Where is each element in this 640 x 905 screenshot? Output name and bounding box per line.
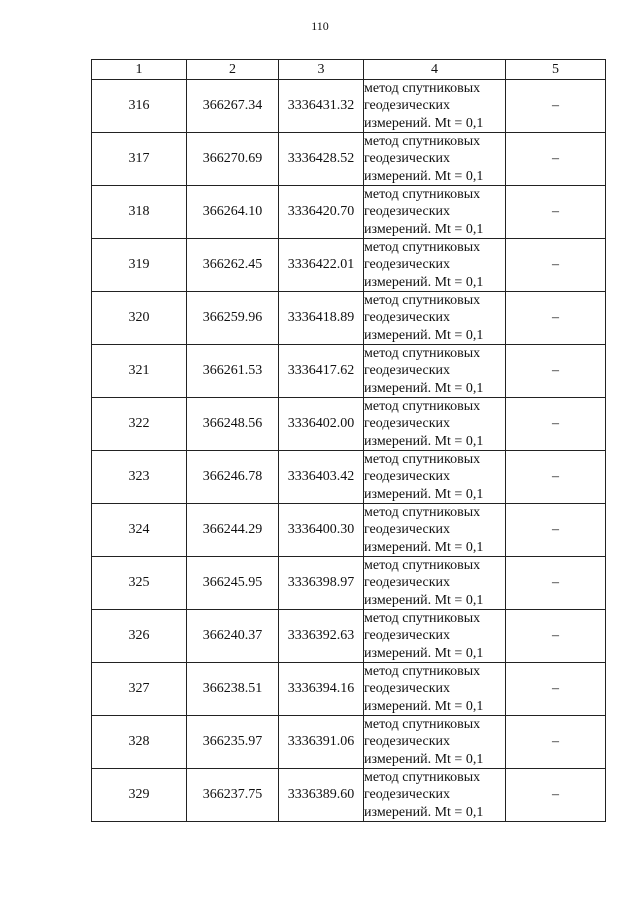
y-coordinate-cell: 3336391.06: [279, 716, 364, 769]
x-coordinate-cell: 366238.51: [187, 663, 279, 716]
point-number-cell: 319: [92, 239, 187, 292]
point-number-cell: 323: [92, 451, 187, 504]
table-row: [92, 80, 606, 133]
method-line: измерений. Mt = 0,1: [364, 221, 484, 237]
method-line: измерений. Mt = 0,1: [364, 592, 484, 608]
column-header-3: 3: [279, 60, 364, 80]
method-line: измерений. Mt = 0,1: [364, 274, 484, 290]
method-line: геодезических: [364, 734, 451, 750]
note-cell: –: [506, 451, 606, 504]
table-row: [92, 451, 606, 504]
method-line: геодезических: [364, 204, 451, 220]
x-coordinate-cell: 366244.29: [187, 504, 279, 557]
page-number: 110: [311, 19, 329, 33]
method-line: геодезических: [364, 98, 451, 114]
method-cell: [364, 398, 506, 451]
note-cell: –: [506, 345, 606, 398]
method-line: метод спутниковых: [364, 770, 481, 786]
method-line: геодезических: [364, 310, 451, 326]
method-cell: [364, 292, 506, 345]
method-cell: [364, 663, 506, 716]
note-cell: –: [506, 610, 606, 663]
table-row: [92, 716, 606, 769]
point-number-cell: 321: [92, 345, 187, 398]
table-row: [92, 769, 606, 822]
method-line: геодезических: [364, 575, 451, 591]
table-row: [92, 292, 606, 345]
point-number-cell: 318: [92, 186, 187, 239]
method-line: измерений. Mt = 0,1: [364, 115, 484, 131]
x-coordinate-cell: 366235.97: [187, 716, 279, 769]
point-number-cell: 327: [92, 663, 187, 716]
y-coordinate-cell: 3336428.52: [279, 133, 364, 186]
x-coordinate-cell: 366264.10: [187, 186, 279, 239]
method-line: метод спутниковых: [364, 717, 481, 733]
column-header-4: 4: [364, 60, 506, 80]
method-cell: [364, 133, 506, 186]
y-coordinate-cell: 3336422.01: [279, 239, 364, 292]
table-row: [92, 398, 606, 451]
note-cell: –: [506, 557, 606, 610]
column-header-2: 2: [187, 60, 279, 80]
method-line: метод спутниковых: [364, 611, 481, 627]
y-coordinate-cell: 3336417.62: [279, 345, 364, 398]
method-line: геодезических: [364, 257, 451, 273]
point-number-cell: 320: [92, 292, 187, 345]
y-coordinate-cell: 3336402.00: [279, 398, 364, 451]
method-cell: [364, 610, 506, 663]
method-cell: [364, 769, 506, 822]
note-cell: –: [506, 663, 606, 716]
method-cell: [364, 451, 506, 504]
x-coordinate-cell: 366246.78: [187, 451, 279, 504]
method-line: метод спутниковых: [364, 81, 481, 97]
method-line: измерений. Mt = 0,1: [364, 327, 484, 343]
note-cell: –: [506, 716, 606, 769]
method-line: метод спутниковых: [364, 505, 481, 521]
method-line: геодезических: [364, 628, 451, 644]
column-header-1: 1: [92, 60, 187, 80]
note-cell: –: [506, 769, 606, 822]
method-line: метод спутниковых: [364, 452, 481, 468]
method-line: геодезических: [364, 787, 451, 803]
table-row: [92, 663, 606, 716]
table-row: [92, 504, 606, 557]
x-coordinate-cell: 366245.95: [187, 557, 279, 610]
point-number-cell: 316: [92, 80, 187, 133]
note-cell: –: [506, 292, 606, 345]
table-row: [92, 345, 606, 398]
method-cell: [364, 504, 506, 557]
x-coordinate-cell: 366270.69: [187, 133, 279, 186]
method-line: геодезических: [364, 151, 451, 167]
note-cell: –: [506, 186, 606, 239]
method-line: измерений. Mt = 0,1: [364, 380, 484, 396]
y-coordinate-cell: 3336392.63: [279, 610, 364, 663]
method-cell: [364, 186, 506, 239]
method-cell: [364, 716, 506, 769]
method-line: измерений. Mt = 0,1: [364, 645, 484, 661]
y-coordinate-cell: 3336400.30: [279, 504, 364, 557]
y-coordinate-cell: 3336418.89: [279, 292, 364, 345]
method-line: метод спутниковых: [364, 240, 481, 256]
point-number-cell: 322: [92, 398, 187, 451]
x-coordinate-cell: 366237.75: [187, 769, 279, 822]
method-cell: [364, 345, 506, 398]
method-line: метод спутниковых: [364, 399, 481, 415]
method-line: измерений. Mt = 0,1: [364, 433, 484, 449]
table-body: [92, 80, 606, 822]
table-row: [92, 186, 606, 239]
method-line: метод спутниковых: [364, 134, 481, 150]
method-cell: [364, 557, 506, 610]
y-coordinate-cell: 3336431.32: [279, 80, 364, 133]
table-row: [92, 610, 606, 663]
note-cell: –: [506, 239, 606, 292]
method-line: геодезических: [364, 363, 451, 379]
method-line: измерений. Mt = 0,1: [364, 751, 484, 767]
note-cell: –: [506, 398, 606, 451]
method-line: метод спутниковых: [364, 293, 481, 309]
method-line: измерений. Mt = 0,1: [364, 804, 484, 820]
note-cell: –: [506, 504, 606, 557]
note-cell: –: [506, 133, 606, 186]
method-line: метод спутниковых: [364, 346, 481, 362]
point-number-cell: 325: [92, 557, 187, 610]
method-line: геодезических: [364, 522, 451, 538]
x-coordinate-cell: 366262.45: [187, 239, 279, 292]
method-cell: [364, 80, 506, 133]
point-number-cell: 329: [92, 769, 187, 822]
table-row: [92, 557, 606, 610]
x-coordinate-cell: 366259.96: [187, 292, 279, 345]
point-number-cell: 324: [92, 504, 187, 557]
x-coordinate-cell: 366248.56: [187, 398, 279, 451]
method-line: метод спутниковых: [364, 187, 481, 203]
method-line: измерений. Mt = 0,1: [364, 539, 484, 555]
table-header-row: [92, 60, 606, 80]
y-coordinate-cell: 3336389.60: [279, 769, 364, 822]
point-number-cell: 317: [92, 133, 187, 186]
note-cell: –: [506, 80, 606, 133]
method-line: метод спутниковых: [364, 664, 481, 680]
column-header-5: 5: [506, 60, 606, 80]
table-row: [92, 133, 606, 186]
x-coordinate-cell: 366261.53: [187, 345, 279, 398]
point-number-cell: 326: [92, 610, 187, 663]
method-line: геодезических: [364, 416, 451, 432]
y-coordinate-cell: 3336394.16: [279, 663, 364, 716]
y-coordinate-cell: 3336398.97: [279, 557, 364, 610]
y-coordinate-cell: 3336420.70: [279, 186, 364, 239]
method-cell: [364, 239, 506, 292]
method-line: метод спутниковых: [364, 558, 481, 574]
x-coordinate-cell: 366267.34: [187, 80, 279, 133]
point-number-cell: 328: [92, 716, 187, 769]
method-line: измерений. Mt = 0,1: [364, 698, 484, 714]
table-row: [92, 239, 606, 292]
method-line: измерений. Mt = 0,1: [364, 486, 484, 502]
method-line: измерений. Mt = 0,1: [364, 168, 484, 184]
method-line: геодезических: [364, 681, 451, 697]
y-coordinate-cell: 3336403.42: [279, 451, 364, 504]
x-coordinate-cell: 366240.37: [187, 610, 279, 663]
coordinates-table: [91, 59, 606, 822]
method-line: геодезических: [364, 469, 451, 485]
